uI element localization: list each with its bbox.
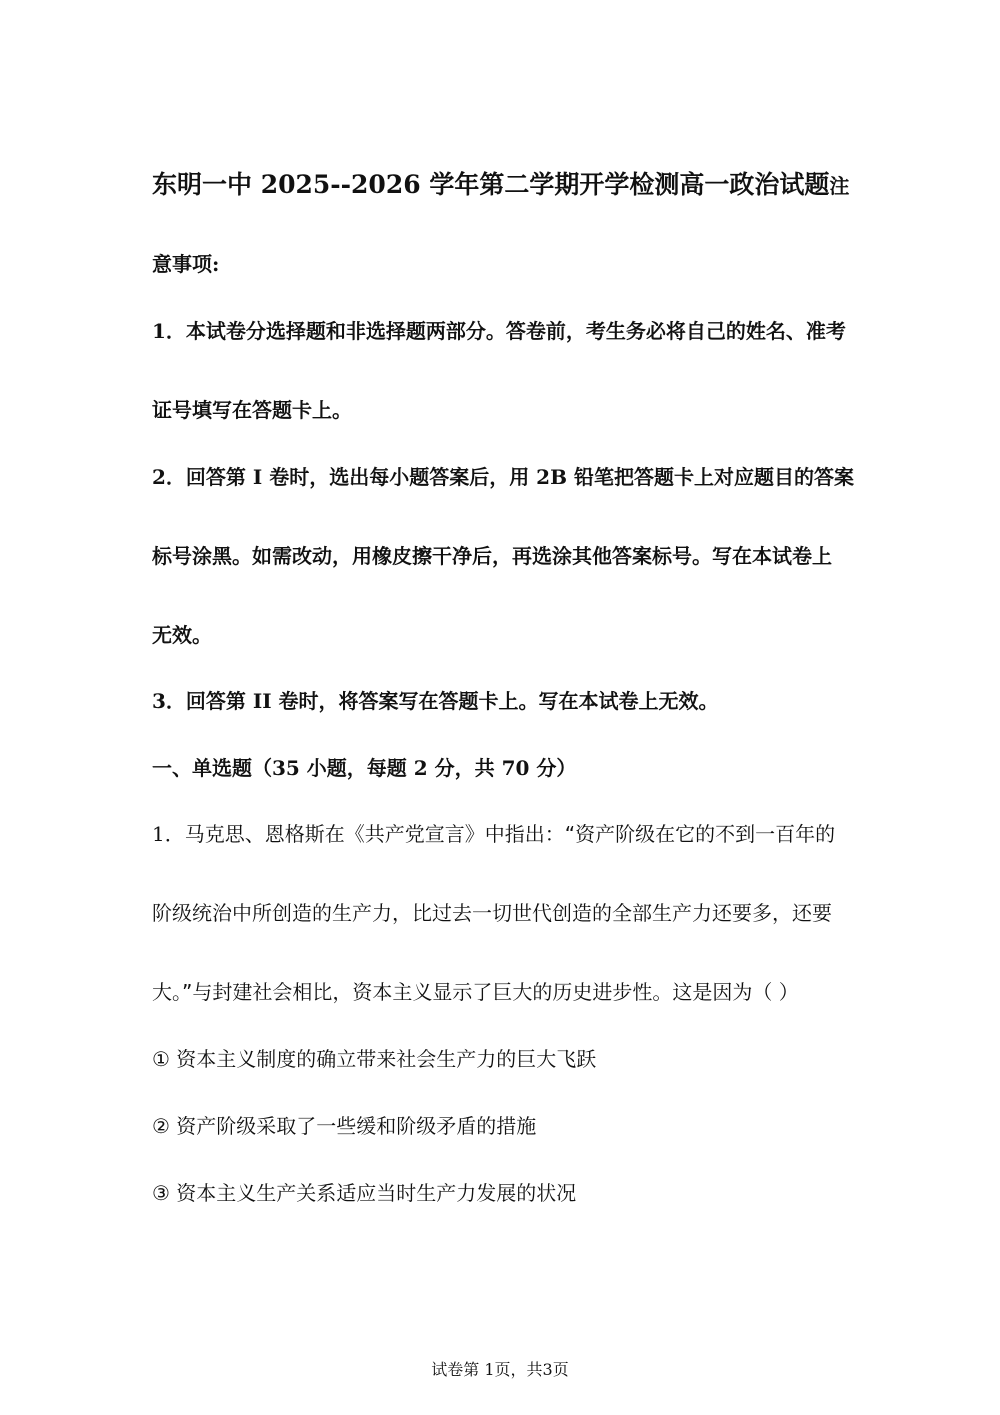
note-3-line-1: 3．回答第 II 卷时，将答案写在答题卡上。写在本试卷上无效。 (152, 689, 719, 713)
question-1-line-1 (152, 822, 835, 846)
notes-heading-start: 注 (829, 174, 850, 198)
note-2-line-3: 无效。 (152, 623, 212, 647)
question-1-line-2: 阶级统治中所创造的生产力，比过去一切世代创造的全部生产力还要多，还要 (152, 901, 832, 925)
question-1-option-1: ① 资本主义制度的确立带来社会生产力的巨大飞跃 (152, 1047, 597, 1071)
note-1-line-2: 证号填写在答题卡上。 (152, 398, 352, 422)
page-footer: 试卷第 1页，共3页 (431, 1360, 569, 1379)
question-1-option-2: ② 资产阶级采取了一些缓和阶级矛盾的措施 (152, 1114, 537, 1138)
question-1-text-1: 马克思、恩格斯在《共产党宣言》中指出：“资产阶级在它的不到一百年的 (184, 822, 836, 846)
note-2-line-2: 标号涂黑。如需改动，用橡皮擦干净后，再选涂其他答案标号。写在本试卷上 (152, 544, 832, 568)
exam-title-main: 东明一中 2025--2026 学年第二学期开学检测高一政治试题 (152, 170, 830, 199)
question-1-line-3: 大。”与封建社会相比，资本主义显示了巨大的历史进步性。这是因为（ ） (152, 980, 799, 1004)
note-1-line-1: 1．本试卷分选择题和非选择题两部分。答卷前，考生务必将自己的姓名、准考 (152, 319, 846, 343)
section-heading: 一、单选题（35 小题，每题 2 分，共 70 分） (152, 756, 577, 780)
notes-heading: 意事项: (152, 252, 220, 276)
question-1-option-3: ③ 资本主义生产关系适应当时生产力发展的状况 (152, 1181, 577, 1205)
note-2-line-1: 2．回答第 I 卷时，选出每小题答案后，用 2B 铅笔把答题卡上对应题目的答案 (152, 465, 854, 489)
question-1-number: 1． (152, 822, 185, 846)
exam-title (152, 170, 849, 200)
